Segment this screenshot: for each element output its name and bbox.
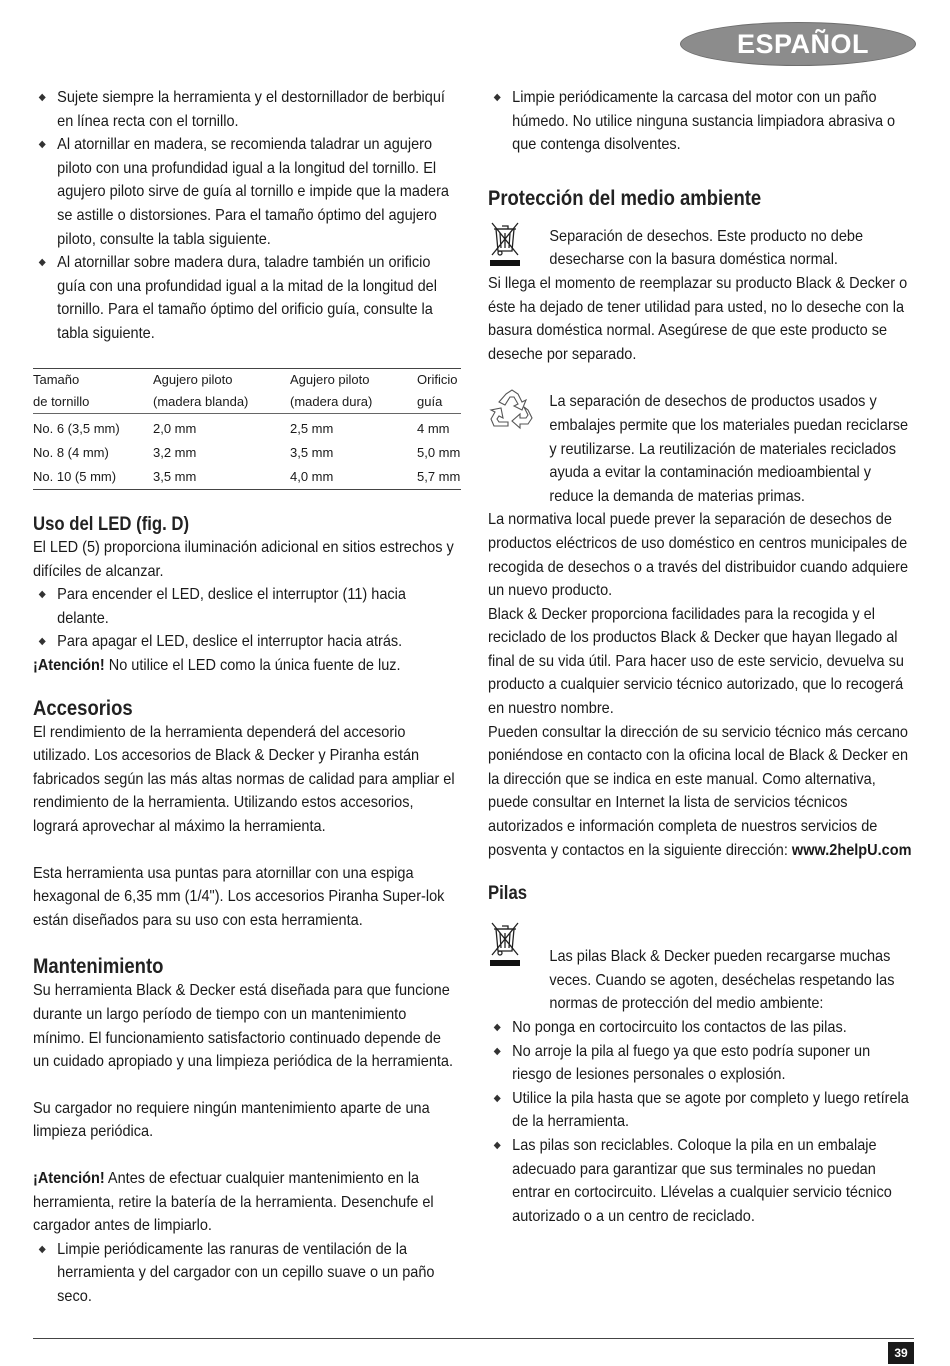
warning-note (33, 1167, 459, 1238)
list-item: ◆ Las pilas son reciclables. Coloque la pila en un embalaje adecuado para garantizar que sus terminales no puedan entrar en cortocircuito. Llévelas a cualquier servicio técnico autorizado o a un centro de reciclado. (488, 1134, 912, 1228)
table-cell: No. 10 (5 mm) (33, 465, 153, 490)
paragraph: Si llega el momento de reemplazar su producto Black & Decker o éste ha dejado de tener utilidad para usted, no lo deseche con la basura doméstica normal. Asegúrese de que este producto se deseche por separado. (488, 274, 908, 363)
screw-size-table (33, 368, 461, 491)
table-cell: 3,5 mm (153, 465, 290, 490)
table-cell: No. 8 (4 mm) (33, 445, 109, 461)
footer-divider (33, 1338, 914, 1339)
recycle-text: La separación de desechos de productos usados y embalajes permite que los materiales puedan reciclarse y reutilizarse. La reutilización de materiales reciclados ayuda a evitar la contaminación medioambiental y reduce la demanda de materias primas. (549, 393, 909, 505)
list-item: ◆ Al atornillar en madera, se recomienda taladrar un agujero piloto con una profundidad igual a la longitud del tornillo. El agujero piloto sirve de guía al tornillo e impide que la madera se astille o distorsiones. Para el tamaño óptimo del agujero piloto, consulte la tabla siguiente. (33, 133, 459, 251)
list-item: ◆ Limpie periódicamente la carcasa del motor con un paño húmedo. No utilice ninguna sustancia limpiadora abrasiva o que contenga disolventes. (488, 86, 912, 157)
list-item: ◆ Limpie periódicamente las ranuras de ventilación de la herramienta y del cargador con un cepillo suave o un paño seco. (33, 1238, 459, 1309)
section-title-pilas: Pilas (488, 883, 528, 905)
paragraph: Black & Decker proporciona facilidades para la recogida y el reciclado de los productos Black & Decker que hayan llegado al final de su vida útil. Para hacer uso de este servicio, devuelva su producto a cualquier servicio técnico autorizado, que lo recogerá en nuestro nombre. (488, 605, 904, 718)
weee-notice (488, 225, 914, 272)
table-header: Tamaño (33, 371, 80, 387)
section-title-accesorios: Accesorios (33, 696, 133, 720)
warning-text: No utilice el LED como la única fuente de luz. (104, 657, 401, 674)
warning-text: Antes de efectuar cualquier mantenimiento en la herramienta, retire la batería de la herramienta. Desenchufe el cargador antes de limpiarlo. (33, 1169, 434, 1235)
table-cell: 5,7 mm (417, 465, 461, 490)
table-row (33, 417, 461, 441)
paragraph: El rendimiento de la herramienta dependerá del accesorio utilizado. Los accesorios de Black & Decker y Piranha están fabricados según las más altas normas de calidad para ampliar el rendimiento de la herramienta. Utilizando estos accesorios, logrará aprovechar al máximo la herramienta. (33, 723, 455, 835)
list-item: ◆ Utilice la pila hasta que se agote por completo y luego retírela de la herramienta. (488, 1087, 912, 1134)
table-header: Agujero piloto (290, 371, 370, 387)
paragraph: Su cargador no requiere ningún mantenimiento aparte de una limpieza periódica. (33, 1099, 430, 1141)
table-cell: 4 mm (417, 421, 450, 437)
list-item: ◆ No ponga en cortocircuito los contactos de las pilas. (488, 1016, 912, 1040)
warning-label: ¡Atención! (33, 657, 105, 674)
table-cell: 3,2 mm (153, 445, 197, 461)
table-cell: 3,5 mm (290, 445, 334, 461)
list-item: ◆ Para encender el LED, deslice el interruptor (11) hacia delante. (33, 583, 459, 630)
table-header: (madera dura) (290, 391, 417, 414)
table-cell: 4,0 mm (290, 465, 417, 490)
battery-text: Las pilas Black & Decker pueden recargarse muchas veces. Cuando se agoten, deséchelas respetando las normas de protección del medio ambiente: (549, 948, 895, 1013)
list-item: ◆ Para apagar el LED, deslice el interruptor hacia atrás. (33, 630, 459, 654)
table-row (33, 441, 461, 465)
table-cell: 5,0 mm (417, 445, 461, 461)
paragraph-text: Pueden consultar la dirección de su servicio técnico más cercano poniéndose en contacto con la oficina local de Black & Decker en la dirección que se indica en este manual. Como alternativa, puede consultar en Internet la lista de servicios técnicos autorizados e información completa de nuestros servicios de posventa y contactos en la siguiente dirección: (488, 723, 909, 859)
weee-text: Separación de desechos. Este producto no debe desecharse con la basura doméstica normal. (549, 227, 864, 269)
page-number: 39 (888, 1342, 914, 1364)
table-cell: 2,0 mm (153, 421, 197, 437)
language-badge: ESPAÑOL (680, 22, 916, 66)
left-column (33, 86, 461, 1308)
section-title-mantenimiento: Mantenimiento (33, 955, 164, 979)
recycle-notice (488, 390, 914, 508)
table-header: guía (417, 391, 461, 414)
paragraph: Esta herramienta usa puntas para atornillar con una espiga hexagonal de 6,35 mm (1/4"). Los accesorios Piranha Super-lok están diseñados para su uso con esta herramienta. (33, 864, 445, 929)
table-header: de tornillo (33, 391, 153, 414)
table-row (33, 465, 461, 490)
service-url[interactable]: www.2helpU.com (791, 841, 912, 859)
table-header: Orificio (417, 371, 458, 387)
table-cell: No. 6 (3,5 mm) (33, 421, 120, 437)
right-column (488, 86, 914, 1228)
section-title-led: Uso del LED (fig. D) (33, 514, 190, 536)
warning-note (33, 654, 459, 678)
section-title-medio-ambiente: Protección del medio ambiente (488, 186, 762, 210)
battery-disposal-notice (488, 921, 914, 1016)
table-header: (madera blanda) (153, 391, 290, 414)
paragraph: Su herramienta Black & Decker está diseñada para que funcione durante un largo período de tiempo con un mantenimiento mínimo. El funcionamiento satisfactorio continuado depende de un cuidado apropiado y una limpieza periódica de la herramienta. (33, 982, 454, 1071)
table-cell: 2,5 mm (290, 421, 334, 437)
table-header: Agujero piloto (153, 371, 233, 387)
list-item: ◆ No arroje la pila al fuego ya que esto podría suponer un riesgo de lesiones personales o explosión. (488, 1040, 912, 1087)
warning-label: ¡Atención! (33, 1169, 105, 1187)
list-item: ◆ Al atornillar sobre madera dura, taladre también un orificio guía con una profundidad igual a la mitad de la longitud del tornillo. Para el tamaño óptimo del orificio guía, consulte la tabla siguiente. (33, 251, 459, 345)
paragraph: La normativa local puede prever la separación de desechos de productos eléctricos de uso doméstico en centros municipales de recogida de desechos o a través del distribuidor cuando adquiere un nuevo producto. (488, 511, 909, 600)
paragraph (488, 721, 912, 863)
list-item: ◆ Sujete siempre la herramienta y el destornillador de berbiquí en línea recta con el tornillo. (33, 86, 459, 133)
paragraph: El LED (5) proporciona iluminación adicional en sitios estrechos y difíciles de alcanzar. (33, 539, 454, 580)
